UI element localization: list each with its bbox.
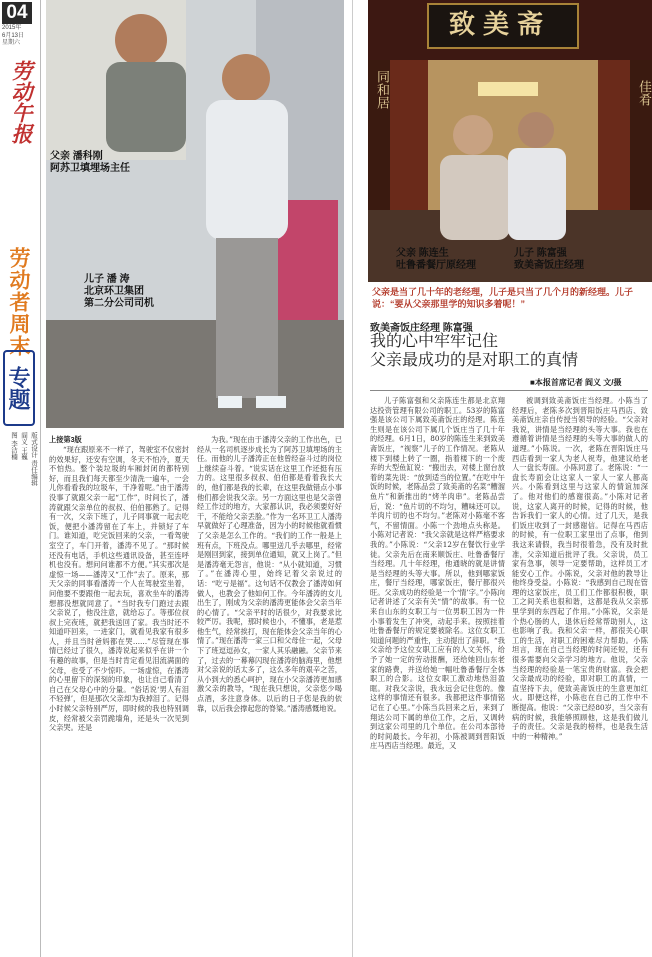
left-photo bbox=[46, 0, 344, 428]
son-caption-right: 儿子 陈富强 致美斋饭庄经理 bbox=[514, 248, 584, 271]
left-vertical-sign: 同和居 bbox=[374, 70, 389, 109]
text-column-3: 儿子陈富强和父亲陈连生都是北京翔达投资管理有限公司的职工。53岁的陈富强是该公司下属致美斋饭庄的经理。陈连生则是在该公司下属几个饭庄当了几十年的经理。6月1日，80岁的陈连生来到致美斋饭庄，“视察”儿子的工作情况。老陈从楼下到楼上转了一圈，指着楼下的一个废弃的大型鱼缸说：“搬出去，对楼上窗台放着的菜先说：“放到适当的位置。”在吃中午饭的时候，老陈品尝了致美斋的名菜“糟溜鱼片”和新推出的“烤羊肉串”。老陈品尝后，说：“鱼片切的不均匀，糟味还可以。羊肉片切的也不均匀。”老陈对小陈毫不客气，不留情面。小陈一个劲地点头称是。小陈对记者说：“我父亲就是这样严格要求我的。”小陈说：“父亲12岁在餐饮行业学徒。父亲先后在南来顺饭庄、吐鲁番餐厅当经理。几十年经理，他通晓的就是讲情是当经理的头等大事。所以，他到哪家饭庄，餐厅当经理，哪家饭庄，餐厅都很兴旺。父亲成功的经验是一个‘情’字。”小陈向记者讲述了父亲有关“情”的故事。有一位来自山东的女职工与一位男职工因为一件小事着发生了冲突，动起手来。按照挂着吐鲁番餐厅的规定要被除名。这位女职工知道问题的严重性，主动提出了辞职。“我父亲给予这位女职工应有的人文关怀，给予了她一定的劳动报酬，还给她回山东老家的路费，并送给她一幅吐鲁番餐厅全体职工的合影。这位女职工激动地热泪盈眶。对我父亲说，我永远会记住您的。像这样的事情还有很多。我都把这件事情铭记在了心里。”小陈当兵回来之后，来到了翔达公司下属的单位工作，之后，又调转到这家公司里的几个单位。在公司本部待的时间最长。今年初，小陈被调到晋阳饭庄马西店当经理。最近，又 bbox=[370, 396, 505, 751]
continue-label: 上接第3版 bbox=[49, 435, 82, 444]
right-photo bbox=[368, 0, 652, 282]
section-title: 劳动者周末 bbox=[7, 247, 30, 357]
issue-date: 2015年 6月13日 星期六 bbox=[2, 25, 25, 46]
left-photo-art bbox=[46, 0, 344, 428]
right-photo-art bbox=[368, 0, 652, 282]
article-byline: ■本报首席记者 阎义 文/摄 bbox=[530, 378, 622, 387]
paper-logo: 劳动午报 bbox=[9, 60, 34, 144]
credits: 版式设计 责任编辑 阎义 王巍 图 李洁楠 bbox=[10, 432, 37, 486]
topic-badge: 专题 bbox=[3, 350, 35, 426]
son-caption-left: 儿子 潘 涛 北京环卫集团 第二分公司司机 bbox=[84, 274, 154, 309]
article-headline: 我的心中牢牢记住 父亲最成功的是对职工的真情 bbox=[370, 331, 579, 369]
headline-rule bbox=[370, 390, 648, 391]
father-caption-left: 父亲 潘科刚 阿苏卫填埋场主任 bbox=[50, 151, 130, 174]
page-number: 04 bbox=[2, 2, 32, 24]
right-vertical-sign: 佳肴 bbox=[636, 80, 651, 106]
text-column-1: “现在跟原来不一样了，驾驶室不仅密封的效果好，还安有空调，冬天不怕冷，夏天不怕热。整个装垃圾的车厢封闭的都特别好，而且我们每天都至少清洗一遍车，一会儿你看看我的垃圾车，干净着呢。”由于潘涛没事了就跟父亲一起“工作”，时间长了，潘涛就跟父亲单位的叔叔、伯伯都熟了。记得有一次，父亲下班了，儿子同事就一起去吃饭，便把小潘涛留在了车上，并锁好了车门。谁知道，吃完饭回来的父亲，一看驾驶室空了，车门开着，潘涛不见了。“那时候还没有电话，手机这些通讯设备，甚至连呼机也没有。想问问谁都不方便。”其实那次是虚惊一场——潘涛又“工作”去了。原来，那天父亲的同事看潘涛一个人在驾驶室坐着，问他要不要跟他一起去玩，喜欢坐车的潘涛想都没想就同意了。“当时我专门跑过去跟父亲说了，他没注意，就给忘了。等那位叔叔上完夜班，就把我送回了家。我当时还不知道吓回来，一进家门，就看见我家有很多人，并且当时爸妈都在哭……”尽管现在事情已经过了很久，潘涛说起来似乎在讲一个有趣的故事，但是当时肯定看见泪流满面的父母，也受了不少惊吓。一场虚惊，在潘涛的心里留下的深刻的印象，也让自己看清了自己在父母心中的分量。“俗话说‘男人有泪不轻弹’，但是那次父亲却为我掉泪了。记得小时候父亲特别严厉，即时候的我也特别调皮，经常被父亲罚跪墙角，还是头一次见到父亲哭。还是 bbox=[49, 445, 189, 733]
page-center-divider bbox=[352, 0, 353, 957]
text-column-2: 为我。”现在由于潘涛父亲的工作出色，已经从一名司机逐步成长为了阿苏卫填埋场的主任。而他的儿子潘涛正在他曾经奋斗过的岗位上继续奋斗着。“说实话在这里工作还挺有压力的。这里很多叔叔、伯伯都是看着我长大的，他们都是我的长辈，在这里我做错点小事他们都会说我父亲。另一方面这里也是父亲曾经工作过的地方，大家都认识，我必须要好好干，不能给父亲丢脸。”作为一名环卫工人潘涛早就做好了心理准备，因为小的时候他就看惯了父亲是怎么工作的。“我们的工作一般是上班有点，下班没点。哪里送几乎去哪里，经常是刚回到家，接到单位通知，就又上岗了。”但是潘涛毫无怨言，他说：“从小就知道，习惯了。”在潘涛心里，始终记着父亲说过的话：“吃亏是福”。这句话不仅教会了潘涛如何做人，也教会了他如何工作。今年潘涛的女儿出生了，刚成为父亲的潘涛更能体会父亲当年的心情了。“父亲平时的话很少，对我要求比较严厉。我呢，那时候也小，不懂事，老是惹他生气，经常挨打，现在能体会父亲当年的心情了。”现在潘涛一家三口和父母住一起，父母下了班逗逗孙女，一家人其乐融融。父亲节来了，过去的一幕幕闪现在潘涛的脑海里，他想对父亲说的话太多了，这么多年的艰辛之苦，从小到大的悉心呵护，现在小父亲潘涛更加感激父亲的教导，“现在我只想说，父亲您少喝点酒，多注意身体。以后的日子您是我的依靠，以后我会撑起您的脊梁。”潘涛感慨地说。 bbox=[197, 435, 342, 713]
sidebar-divider bbox=[40, 0, 41, 957]
article-kicker: 致美斋饭庄经理 陈富强 bbox=[370, 323, 473, 334]
restaurant-sign: 致美斋 bbox=[448, 10, 551, 40]
article-subhead: 父亲是当了几十年的老经理，儿子是只当了几个月的新经理。儿子说：“要从父亲那里学的知识多着呢！” bbox=[372, 287, 634, 309]
text-column-4: 被调到致美斋饭庄当经理。小陈当了经理后，老陈多次到晋阳饭庄马西店、致美斋饭庄亲自传授当领导的经验。“父亲对我说，讲情是当经理的头等大事。我也在遵循着讲情是当经理的头等大事的做人的道理。”小陈说。一次，老陈在晋阳饭庄马西店看到一家人为老人祝寿，他建议给老人一盘长寿面。小陈同意了。老陈说：“一盘长寿面会让这家人一家人一家人都高兴。小陈看到这里与这家人的情谊加深了。他对他们的感谢很高。”小陈对记者说，这家人离开的时候，记得的时候，他告诉我们一家人的心情。过了几天，是我们饭庄收到了一封感谢信。记得在马西店的时候，有一位职工家里出了点事，他到我这来请假，我当时很着急，没有及时批准，父亲知道后批评了我。父亲说，员工家有急事，领导一定要帮助，这样员工才能安心工作。小陈说，父亲对他的教导让他终身受益。小陈说：“我感到自己现在管理的这家饭庄，员工们工作都很积极，职工之间关系也很和谐，这都是我从父亲那里学到的东西起了作用。”小陈说，父亲是个热心肠的人，退休后经常帮助别人，这也影响了我。我和父亲一样，都很关心职工的生活，对职工的困难尽力帮助。小陈坦言，现在自己当经理的时间还短，还有很多需要向父亲学习的地方。他说，父亲当经理的经验是一笔宝贵的财富。我会把父亲最成功的经验，即对职工的真情，一直坚持下去，使致美斋饭庄的生意更加红火。即便这样，小陈也在自己的工作中不断提高。他说：“父亲已经80岁，当父亲有病的时候，我能够照顾他，这是我们做儿子的责任。父亲是我的榜样，也是我生活中的一种精神。” bbox=[512, 396, 648, 741]
page-sidebar bbox=[0, 0, 40, 957]
father-caption-right: 父亲 陈连生 吐鲁番餐厅原经理 bbox=[396, 248, 476, 271]
